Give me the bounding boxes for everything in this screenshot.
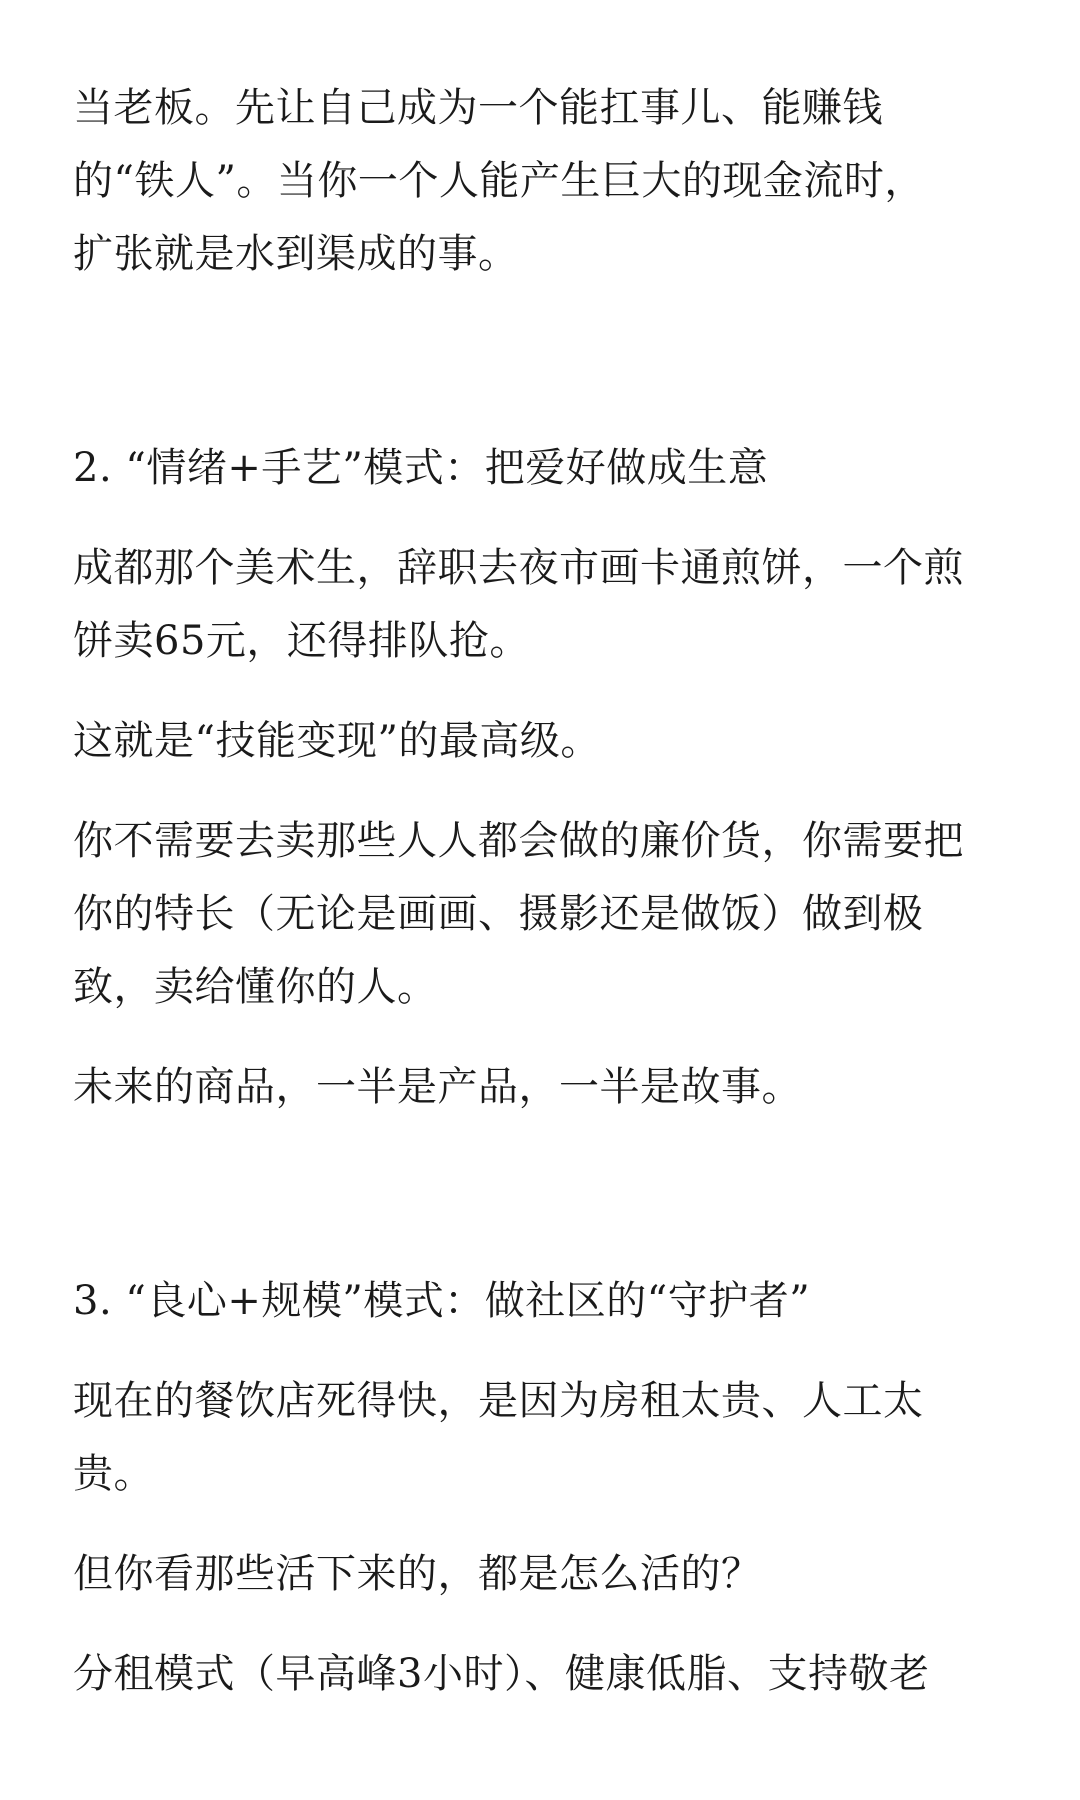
section-2-paragraph-2 (73, 705, 1013, 778)
section-2-heading: 2. “情绪+手艺”模式：把爱好做成生意 (73, 445, 769, 491)
paragraph-line: 扩张就是水到渠成的事。 (73, 231, 519, 277)
paragraph-line: 贵。 (73, 1451, 154, 1497)
section-3-paragraph-3 (73, 1638, 1013, 1711)
section-3-paragraph-2 (73, 1538, 1013, 1611)
paragraph-line: 致，卖给懂你的人。 (73, 964, 438, 1010)
section-2-paragraph-3 (73, 805, 1013, 1024)
article-body (73, 72, 1013, 1738)
paragraph-line: 饼卖65元，还得排队抢。 (73, 618, 530, 664)
paragraph-line: 你的特长（无论是画画、摄影还是做饭）做到极 (73, 891, 924, 937)
paragraph-line: 但你看那些活下来的，都是怎么活的？ (73, 1551, 762, 1597)
paragraph-line: 当老板。先让自己成为一个能扛事儿、能赚钱 (73, 85, 883, 131)
intro-paragraph (73, 72, 1013, 291)
paragraph-line: 成都那个美术生，辞职去夜市画卡通煎饼，一个煎 (73, 545, 964, 591)
paragraph-line: 你不需要去卖那些人人都会做的廉价货，你需要把 (73, 818, 964, 864)
paragraph-line: 分租模式（早高峰3小时）、健康低脂、支持敬老 (73, 1651, 930, 1697)
section-2-paragraph-1 (73, 532, 1013, 678)
paragraph-line: 这就是“技能变现”的最高级。 (73, 718, 601, 764)
paragraph-line: 现在的餐饮店死得快，是因为房租太贵、人工太 (73, 1378, 924, 1424)
section-3-heading: 3. “良心+规模”模式：做社区的“守护者” (73, 1278, 811, 1324)
paragraph-line: 未来的商品，一半是产品，一半是故事。 (73, 1064, 802, 1110)
paragraph-line: 的“铁人”。当你一个人能产生巨大的现金流时， (73, 158, 925, 204)
section-2-paragraph-4 (73, 1051, 1013, 1124)
section-3-paragraph-1 (73, 1365, 1013, 1511)
